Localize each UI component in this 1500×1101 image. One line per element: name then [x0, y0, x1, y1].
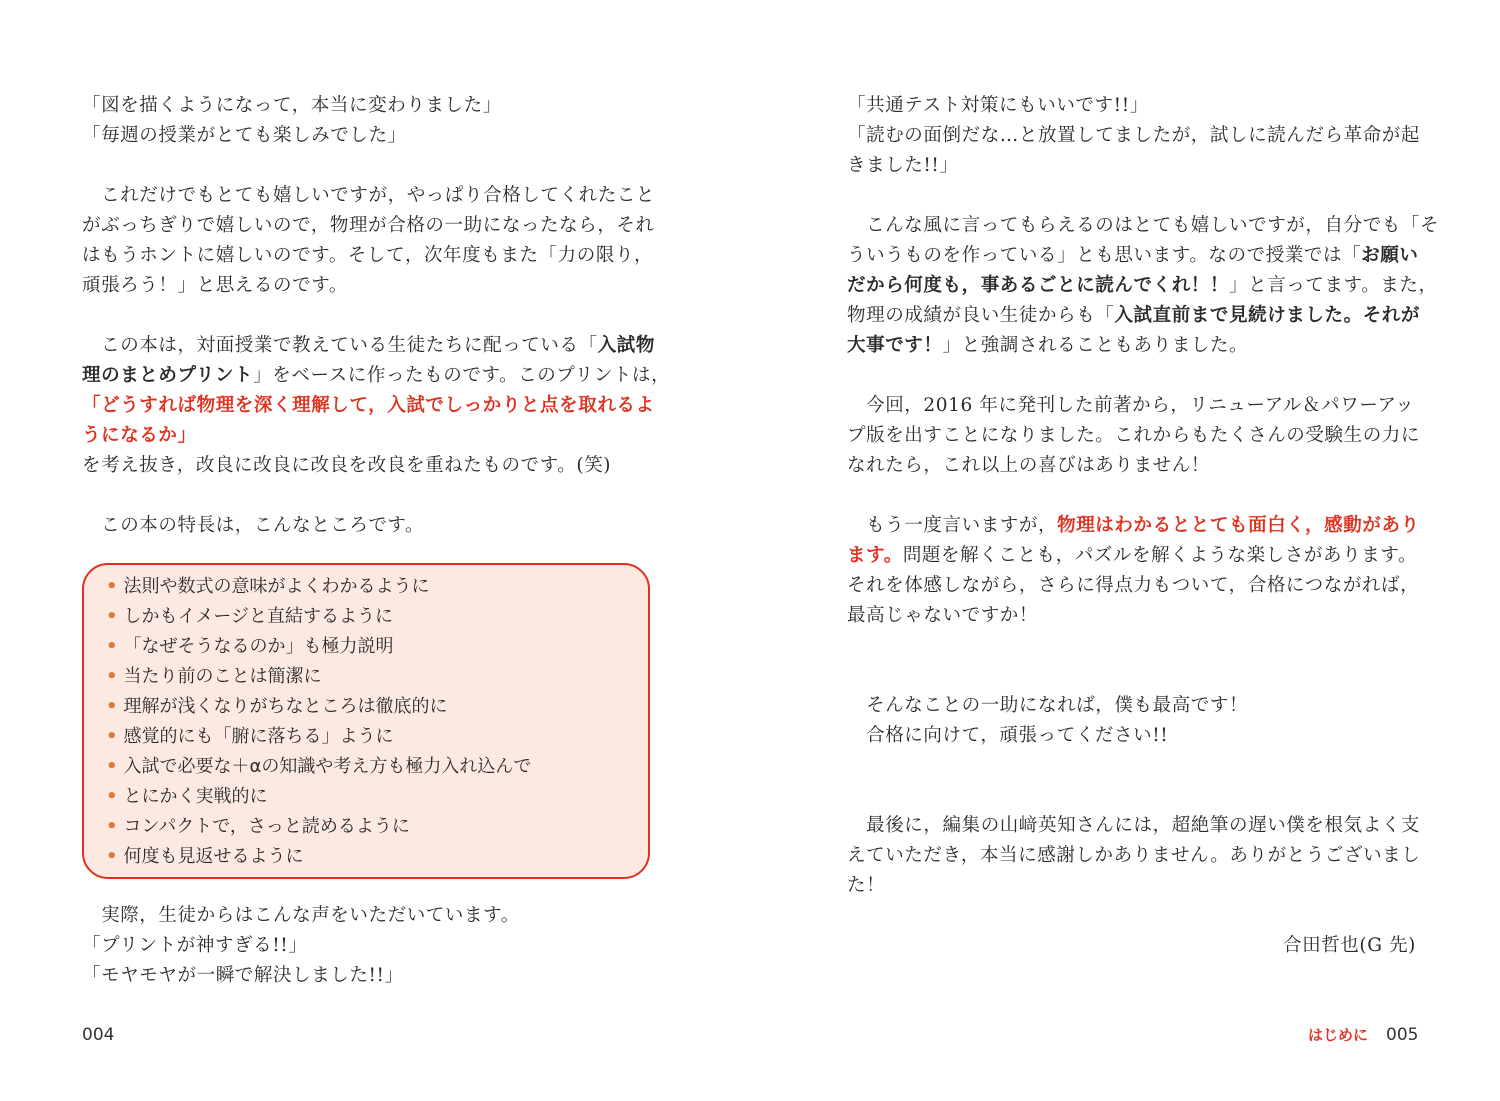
feature-item: • 法則や数式の意味がよくわかるように: [106, 576, 430, 597]
right-page: [750, 0, 1500, 1101]
bullet-icon: •: [106, 816, 118, 837]
page-number: 004: [82, 1025, 115, 1045]
body-line: がぶっちぎりで嬉しいので，物理が合格の一助になったなら，それ: [82, 215, 655, 236]
quote-line: 「プリントが神すぎる!!」: [82, 935, 308, 956]
body-line: た！: [847, 875, 886, 896]
quote-line: 「毎週の授業がとても楽しみでした」: [82, 125, 407, 146]
body-text: 物理の成績が良い生徒からも「: [847, 305, 1115, 326]
body-line: 実際，生徒からはこんな声をいただいています。: [82, 905, 520, 926]
highlight-text: ます。: [847, 545, 903, 566]
feature-item: • 何度も見返せるように: [106, 846, 304, 867]
feature-item: • 「なぜそうなるのか」も極力説明: [106, 636, 394, 657]
body-line: [847, 511, 1420, 541]
feature-item: • しかもイメージと直結するように: [106, 606, 393, 627]
body-line: [847, 271, 1438, 301]
body-line: [82, 331, 655, 361]
feature-item: • 当たり前のことは簡潔に: [106, 666, 322, 687]
bullet-icon: •: [106, 576, 118, 597]
feature-item: • コンパクトで，さっと読めるように: [106, 816, 410, 837]
body-line: えていただき，本当に感謝しかありません。ありがとうございまし: [847, 845, 1421, 866]
highlight-text: 物理はわかるととても面白く，感動があり: [1057, 515, 1420, 536]
feature-item: • 感覚的にも「腑に落ちる」ように: [106, 726, 394, 747]
body-line: 最高じゃないですか！: [847, 605, 1039, 626]
bullet-icon: •: [106, 606, 118, 627]
page-number: 005: [1386, 1025, 1419, 1045]
body-text: 」と強調されることもありました。: [942, 335, 1249, 356]
feature-item: • 入試で必要な＋αの知識や考え方も極力入れ込んで: [106, 756, 532, 777]
bullet-icon: •: [106, 846, 118, 867]
features-box: [82, 563, 650, 879]
bullet-icon: •: [106, 726, 118, 747]
body-text: 」をベースに作ったものです。このプリントは，: [253, 365, 671, 386]
body-line: プ版を出すことになりました。これからもたくさんの受験生の力に: [847, 425, 1421, 446]
body-line: それを体感しながら，さらに得点力もついて，合格につながれば，: [847, 575, 1420, 596]
highlight-line: 「どうすれば物理を深く理解して，入試でしっかりと点を取れるよ: [82, 395, 655, 416]
quote-line: 「図を描くようになって，本当に変わりました」: [82, 95, 502, 116]
quote-line: 「読むの面倒だな…と放置してましたが，試しに読んだら革命が起: [847, 125, 1421, 146]
highlight-line: うになるか」: [82, 425, 197, 446]
body-line: こんな風に言ってもらえるのはとても嬉しいですが，自分でも「そ: [847, 215, 1440, 236]
body-line: 最後に，編集の山﨑英知さんには，超絶筆の遅い僕を根気よく支: [847, 815, 1421, 836]
features-intro: この本の特長は，こんなところです。: [82, 515, 425, 536]
emphasis-text: 入試物: [597, 335, 656, 356]
emphasis-text: だから何度も，事あるごとに読んでくれ！！: [847, 275, 1230, 296]
body-line: なれたら，これ以上の喜びはありません！: [847, 455, 1210, 476]
bullet-icon: •: [106, 756, 118, 777]
closing-line: 合格に向けて，頑張ってください!!: [847, 725, 1169, 746]
bullet-icon: •: [106, 666, 118, 687]
quote-line: 「モヤモヤが一瞬で解決しました!!」: [82, 965, 404, 986]
body-line: これだけでもとても嬉しいですが，やっぱり合格してくれたこと: [82, 185, 656, 206]
closing-line: そんなことの一助になれば，僕も最高です！: [847, 695, 1249, 716]
emphasis-text: 理のまとめプリント: [82, 365, 254, 386]
body-line: 今回，2016 年に発刊した前著から，リニューアル＆パワーアッ: [847, 395, 1415, 416]
author-signature: 合田哲也(G 先): [1283, 935, 1416, 956]
emphasis-text: お願い: [1361, 245, 1419, 266]
emphasis-text: 入試直前まで見続けました。それが: [1114, 305, 1421, 326]
feature-item: • 理解が浅くなりがちなところは徹底的に: [106, 696, 448, 717]
body-text: もう一度言いますが，: [847, 515, 1058, 536]
body-text: この本は，対面授業で教えている生徒たちに配っている「: [82, 335, 598, 356]
bullet-icon: •: [106, 636, 118, 657]
quote-line: きました!!」: [847, 155, 959, 176]
feature-item: • とにかく実戦的に: [106, 786, 268, 807]
body-line: を考え抜き，改良に改良に改良を改良を重ねたものです。(笑): [82, 455, 612, 476]
body-line: 頑張ろう！」と思えるのです。: [82, 275, 348, 296]
emphasis-text: 大事です！: [847, 335, 943, 356]
body-line: [847, 301, 1420, 331]
body-text: ういうものを作っている」とも思います。なので授業では「: [847, 245, 1362, 266]
quote-line: 「共通テスト対策にもいいです!!」: [847, 95, 1149, 116]
body-text: 問題を解くことも，パズルを解くような楽しさがあります。: [902, 545, 1418, 566]
bullet-icon: •: [106, 786, 118, 807]
body-line: [847, 331, 1248, 361]
bullet-icon: •: [106, 696, 118, 717]
running-head: はじめに: [1308, 1026, 1369, 1044]
body-line: [847, 241, 1419, 271]
body-line: [847, 541, 1417, 571]
body-text: 」と言ってます。また，: [1229, 275, 1438, 296]
body-line: [82, 361, 670, 391]
body-line: はもうホントに嬉しいのです。そして，次年度もまた「力の限り，: [82, 245, 654, 266]
